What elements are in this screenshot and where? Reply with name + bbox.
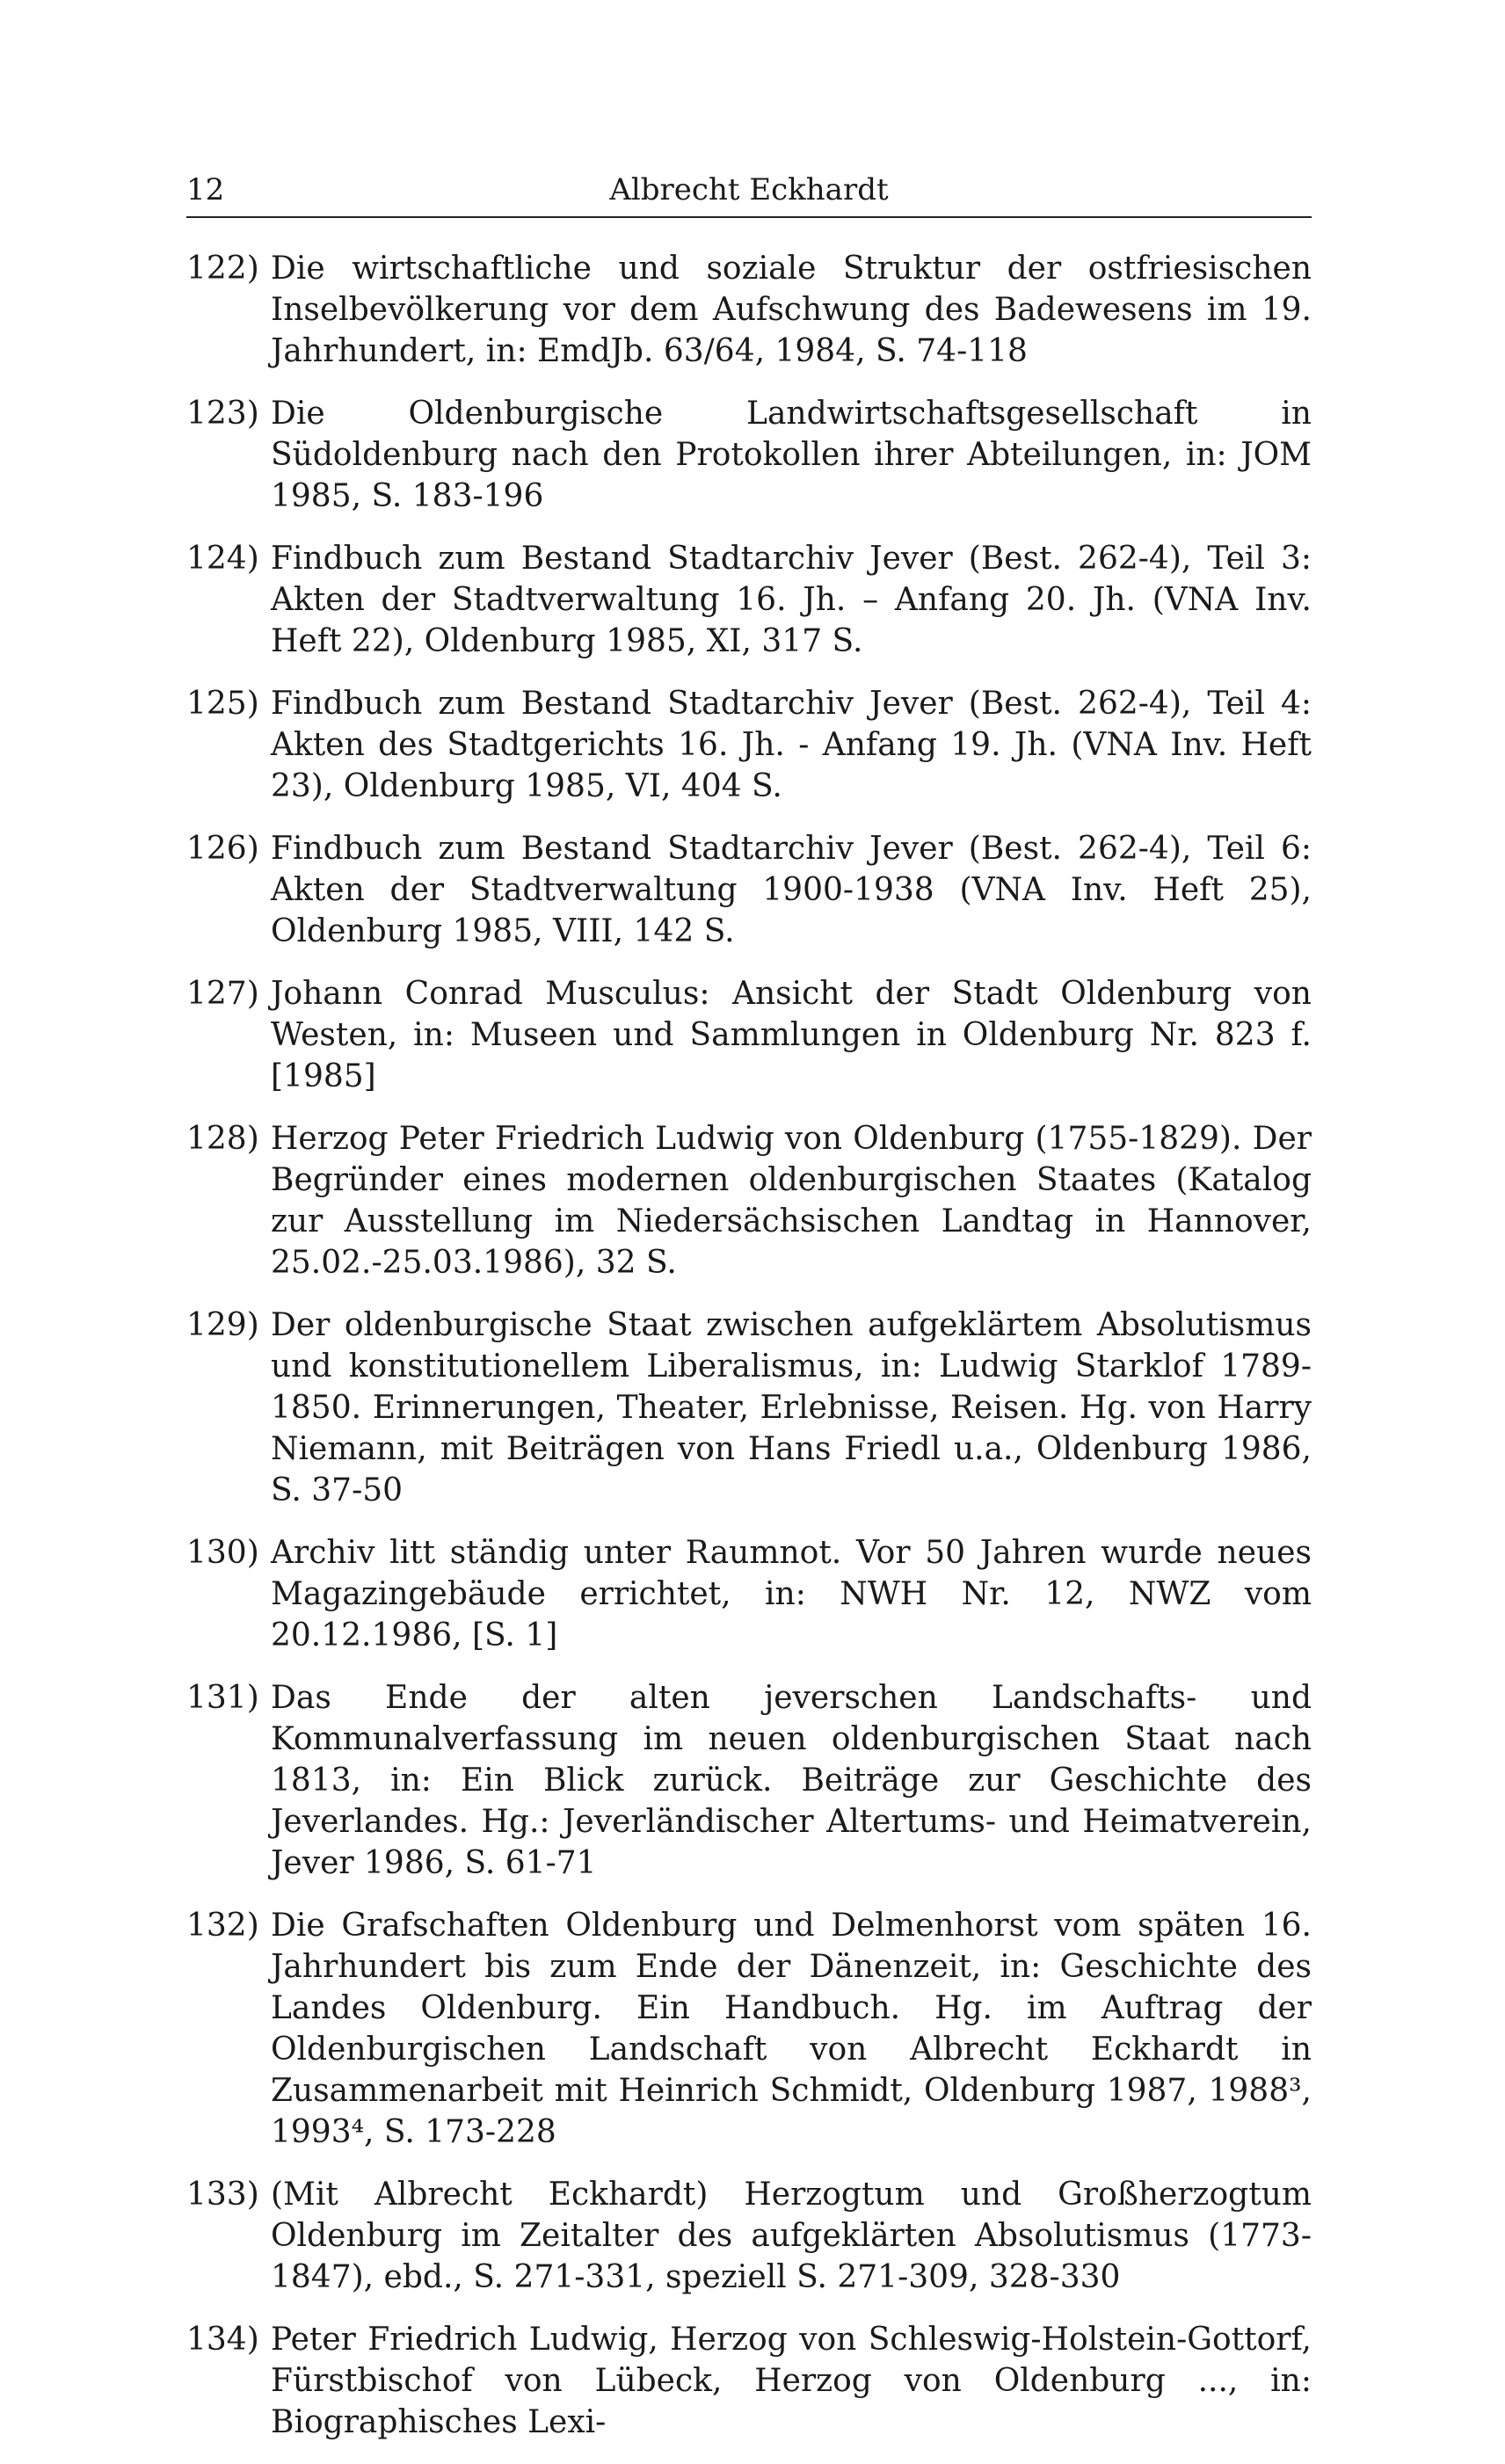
bibliography-entry-130 — [186, 1532, 1312, 1656]
entry-number: 123) — [186, 396, 259, 432]
bibliography-entry-134 — [186, 2319, 1312, 2443]
entry-number: 132) — [186, 1908, 259, 1944]
entry-number: 124) — [186, 541, 259, 577]
bibliography-entry-131 — [186, 1677, 1312, 1884]
page-number: 12 — [186, 172, 225, 207]
running-title: Albrecht Eckhardt — [609, 172, 889, 207]
bibliography-entry-124 — [186, 538, 1312, 662]
bibliography-entry-132 — [186, 1905, 1312, 2153]
entry-text: Johann Conrad Musculus: Ansicht der Stadt Oldenburg von Westen, in: Museen und Sammlungen in Oldenburg Nr. 823 f. [1985] — [271, 976, 1312, 1094]
bibliography-entry-133 — [186, 2174, 1312, 2298]
entry-text: Die Grafschaften Oldenburg und Delmenhorst vom späten 16. Jahrhundert bis zum Ende der Dänenzeit, in: Geschichte des Landes Oldenburg. Ein Handbuch. Hg. im Auftrag der Oldenburgischen Landschaft von Albrecht Eckhardt in Zusammenarbeit mit Heinrich Schmidt, Oldenburg 1987, 1988³, 1993⁴, S. 173-228 — [271, 1908, 1312, 2150]
entry-text: Findbuch zum Bestand Stadtarchiv Jever (Best. 262-4), Teil 4: Akten des Stadtgerichts 16. Jh. - Anfang 19. Jh. (VNA Inv. Heft 23), Oldenburg 1985, VI, 404 S. — [271, 686, 1312, 804]
entry-text: Die Oldenburgische Landwirtschaftsgesellschaft in Südoldenburg nach den Protokollen ihrer Abteilungen, in: JOM 1985, S. 183-196 — [271, 396, 1312, 514]
entry-text: Peter Friedrich Ludwig, Herzog von Schleswig-Holstein-Gottorf, Fürstbischof von Lübeck, Herzog von Oldenburg ..., in: Biographisches Lexi- — [271, 2322, 1312, 2440]
bibliography-entry-128 — [186, 1118, 1312, 1283]
entry-number: 127) — [186, 976, 259, 1012]
bibliography-list — [186, 248, 1312, 2464]
entry-number: 129) — [186, 1307, 259, 1343]
bibliography-entry-123 — [186, 393, 1312, 517]
bibliography-entry-129 — [186, 1305, 1312, 1511]
entry-text: Findbuch zum Bestand Stadtarchiv Jever (Best. 262-4), Teil 6: Akten der Stadtverwaltung 1900-1938 (VNA Inv. Heft 25), Oldenburg 1985, VIII, 142 S. — [271, 831, 1312, 949]
entry-number: 134) — [186, 2322, 259, 2358]
entry-text: Findbuch zum Bestand Stadtarchiv Jever (Best. 262-4), Teil 3: Akten der Stadtverwaltung 16. Jh. – Anfang 20. Jh. (VNA Inv. Heft 22), Oldenburg 1985, XI, 317 S. — [271, 541, 1312, 659]
entry-text: Die wirtschaftliche und soziale Struktur der ostfriesischen Inselbevölkerung vor dem Aufschwung des Badewesens im 19. Jahrhundert, in: EmdJb. 63/64, 1984, S. 74-118 — [271, 251, 1312, 369]
entry-text: (Mit Albrecht Eckhardt) Herzogtum und Großherzogtum Oldenburg im Zeitalter des aufgeklärten Absolutismus (1773-1847), ebd., S. 271-331, speziell S. 271-309, 328-330 — [271, 2177, 1312, 2295]
bibliography-entry-122 — [186, 248, 1312, 372]
entry-text: Der oldenburgische Staat zwischen aufgeklärtem Absolutismus und konstitutionellem Liberalismus, in: Ludwig Starklof 1789-1850. Erinnerungen, Theater, Erlebnisse, Reisen. Hg. von Harry Niemann, mit Beiträgen von Hans Friedl u.a., Oldenburg 1986, S. 37-50 — [271, 1307, 1312, 1508]
entry-number: 122) — [186, 251, 259, 287]
entry-number: 126) — [186, 831, 259, 867]
entry-number: 131) — [186, 1680, 259, 1716]
page-header — [186, 172, 1312, 218]
entry-text: Herzog Peter Friedrich Ludwig von Oldenburg (1755-1829). Der Begründer eines modernen oldenburgischen Staates (Katalog zur Ausstellung im Niedersächsischen Landtag in Hannover, 25.02.-25.03.1986), 32 S. — [271, 1121, 1312, 1281]
bibliography-entry-127 — [186, 973, 1312, 1097]
entry-number: 128) — [186, 1121, 259, 1157]
bibliography-entry-126 — [186, 828, 1312, 952]
entry-number: 125) — [186, 686, 259, 722]
bibliography-entry-125 — [186, 683, 1312, 807]
entry-text: Archiv litt ständig unter Raumnot. Vor 50 Jahren wurde neues Magazingebäude errichtet, in: NWH Nr. 12, NWZ vom 20.12.1986, [S. 1] — [271, 1535, 1312, 1654]
entry-number: 133) — [186, 2177, 259, 2213]
entry-number: 130) — [186, 1535, 259, 1571]
entry-text: Das Ende der alten jeverschen Landschafts- und Kommunalverfassung im neuen oldenburgischen Staat nach 1813, in: Ein Blick zurück. Beiträge zur Geschichte des Jeverlandes. Hg.: Jeverländischer Altertums- und Heimatverein, Jever 1986, S. 61-71 — [271, 1680, 1312, 1881]
